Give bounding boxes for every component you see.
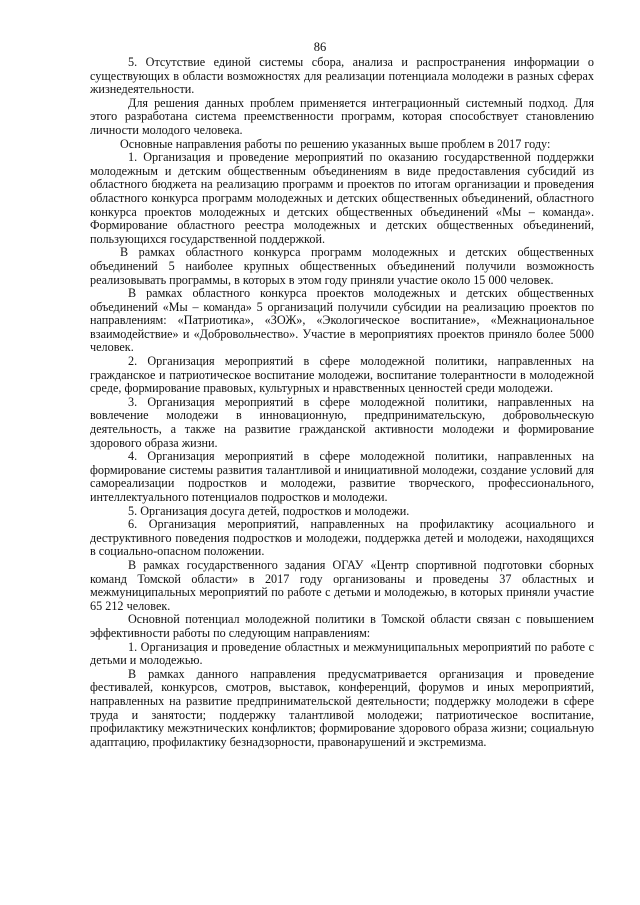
- list-item-paragraph: 1. Организация и проведение мероприятий по оказанию государственной поддержки молодежным и детским общественным объединениям в виде предоставления субсидий из областного бюджета на реализацию программ и проектов по итогам организации и проведения областного конкурса программ молодежных и детских общественных объединений, областного конкурса проектов молодежных и детских общественных объединений «Мы – команда». Формирование областного реестра молодежных и детских общественных объединений, пользующихся государственной поддержкой.: [90, 150, 594, 246]
- list-item-paragraph: 2. Организация мероприятий в сфере молодежной политики, направленных на гражданское и патриотическое воспитание молодежи, воспитание толерантности в молодежной среде, формирование правовых, культурных и нравственных ценностей среди молодежи.: [90, 354, 594, 396]
- paragraph: В рамках государственного задания ОГАУ «Центр спортивной подготовки сборных команд Томской области» в 2017 году организованы и проведены 37 областных и межмуниципальных мероприятий по работе с детьми и молодежью, в которых приняли участие 65 212 человек.: [90, 557, 594, 613]
- paragraph: 5. Отсутствие единой системы сбора, анализа и распространения информации о существующих в области возможностях для реализации потенциала молодежи в разных сферах жизнедеятельности.: [90, 55, 594, 97]
- list-item-paragraph: 4. Организация мероприятий в сфере молодежной политики, направленных на формирование системы развития талантливой и инициативной молодежи, создание условий для самореализации подростков и молодежи, развитие творческого, профессионального, интеллектуального потенциалов подростков и молодежи.: [90, 449, 594, 504]
- paragraph: Основные направления работы по решению указанных выше проблем в 2017 году:: [120, 136, 551, 151]
- list-item-paragraph: 3. Организация мероприятий в сфере молодежной политики, направленных на вовлечение молодежи в инновационную, предпринимательскую, добровольческую деятельность, а также на развитие гражданской активности молодежи и формирование здорового образа жизни.: [90, 394, 594, 450]
- list-item-paragraph: 6. Организация мероприятий, направленных на профилактику асоциального и деструктивного поведения подростков и молодежи, поддержка детей и молодежи, находящихся в социально-опасном положении.: [90, 517, 594, 559]
- paragraph: В рамках областного конкурса программ молодежных и детских общественных объединений 5 наиболее крупных общественных объединений получили возможность реализовывать программы, в которых в этом году приняли участие около 15 000 человек.: [90, 245, 594, 287]
- paragraph: Основной потенциал молодежной политики в Томской области связан с повышением эффективности работы по следующим направлениям:: [90, 612, 594, 640]
- paragraph: Для решения данных проблем применяется интеграционный системный подход. Для этого разработана система преемственности программ, которая способствует становлению личности молодого человека.: [90, 95, 594, 137]
- document-body: [90, 56, 594, 749]
- list-item-paragraph: 5. Организация досуга детей, подростков и молодежи.: [128, 503, 410, 518]
- paragraph: В рамках данного направления предусматривается организация и проведение фестивалей, конкурсов, смотров, выставок, конференций, форумов и иных мероприятий, направленных на развитие предпринимательской деятельности; поддержку молодежи в сфере труда и занятости; поддержку талантливой молодежи; патриотическое воспитание, профилактику межэтнических конфликтов; формирование здорового образа жизни; социальную адаптацию, профилактику безнадзорности, правонарушений и экстремизма.: [90, 666, 594, 749]
- paragraph: В рамках областного конкурса проектов молодежных и детских общественных объединений «Мы – команда» 5 организаций получили субсидии на реализацию проектов по направлениям: «Патриотика», «ЗОЖ», «Экологическое воспитание», «Межнациональное взаимодействие» и «Добровольчество». Участие в мероприятиях проектов приняло более 5000 человек.: [90, 286, 594, 355]
- page-number: 86: [313, 40, 327, 54]
- list-item-paragraph: 1. Организация и проведение областных и межмуниципальных мероприятий по работе с детьми и молодежью.: [90, 639, 594, 668]
